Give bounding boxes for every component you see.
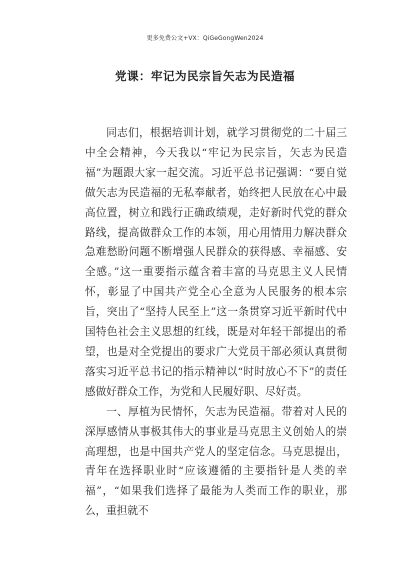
paragraph: 同志们，根据培训计划，就学习贯彻党的二十届三中全会精神，今天我以“牢记为民宗旨，矢志为民造福”为题跟大家一起交流。习近平总书记强调：“要自觉做矢志为民造福的无私奉献者，始终把人民放在心中最高位置，树立和践行正确政绩观，走好新时代党的群众路线，提高做群众工作的本领，用心用情用力解决群众急难愁盼问题不断增强人民群众的获得感、幸福感、安全感。”这一重要指示蕴含着丰富的马克思主义人民情怀，彰显了中国共产党全心全意为人民服务的根本宗旨，突出了“坚持人民至上”这一条贯穿习近平新时代中国特色社会主义思想的红线，既是对年轻干部提出的希望，也是对全党提出的要求广大党员干部必须认真贯彻落实习近平总书记的指示精神以“时时放心不下”的责任感做好群众工作，为党和人民履好职、尽好责。: [85, 127, 347, 398]
header-note: 更多免费公文+VX：QiGeGongWen2024: [146, 35, 264, 42]
document-body: [85, 124, 347, 522]
paragraph: 一、厚植为民情怀，矢志为民造福。带着对人民的深厚感情从事极其伟大的事业是马克思主义创始人的崇高理想，也是中国共产党人的坚定信念。马克思提出，青年在选择职业时“应该遵循的主要指针是人类的幸福”，“如果我们选择了最能为人类而工作的职业，那么，重担就不: [85, 405, 347, 518]
document-title: 党课：牢记为民宗旨矢志为民造福: [115, 69, 295, 83]
